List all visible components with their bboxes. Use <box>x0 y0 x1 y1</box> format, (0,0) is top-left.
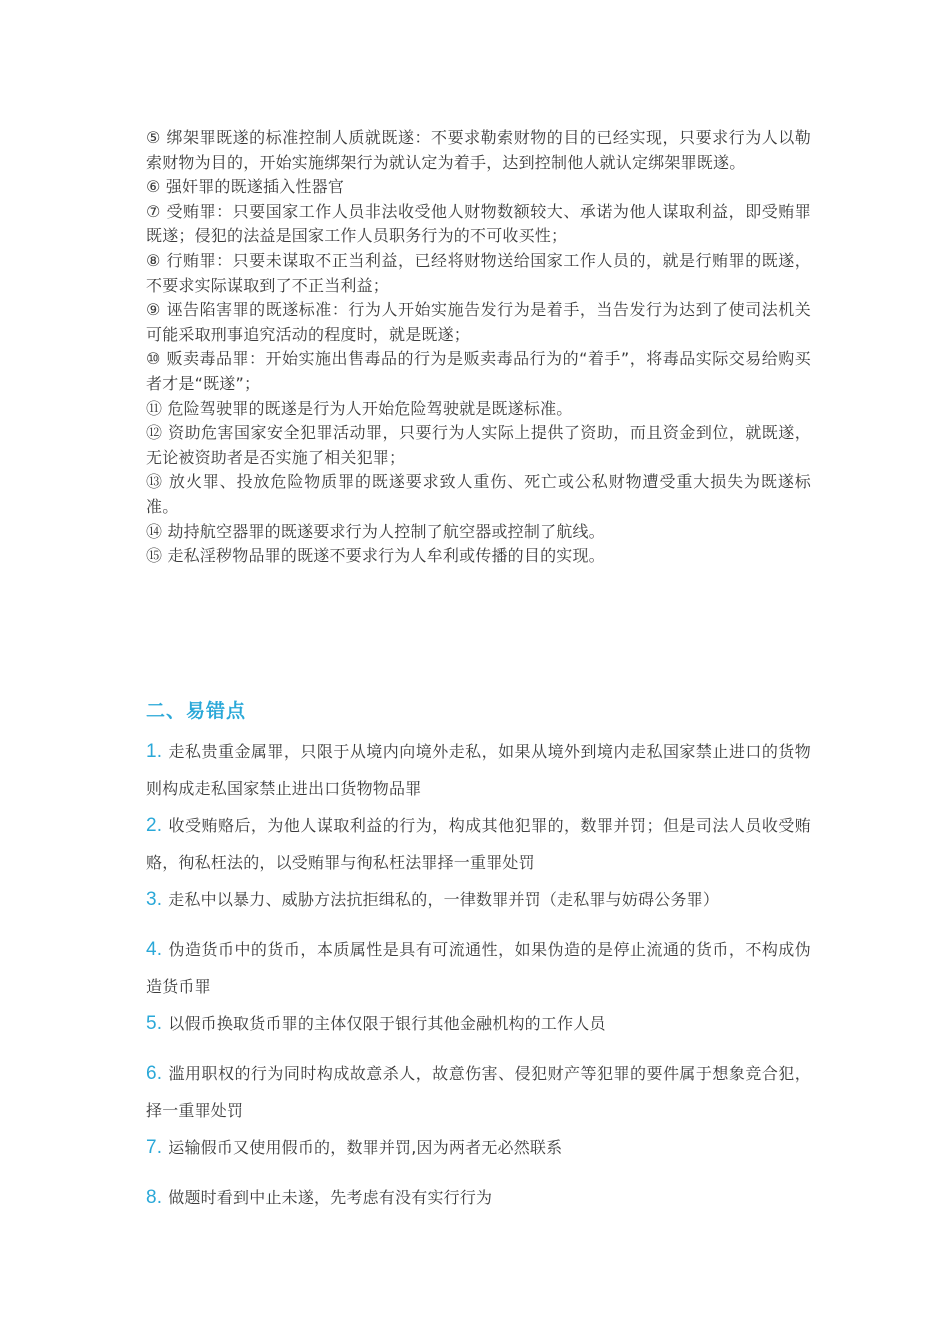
list-item <box>146 1055 811 1129</box>
criteria-item-9: ⑨ 诬告陷害罪的既遂标准：行为人开始实施告发行为是着手，当告发行为达到了使司法机关可能采取刑事追究活动的程度时，就是既遂； <box>146 300 811 344</box>
criteria-item-12: ⑫ 资助危害国家安全犯罪活动罪，只要行为人实际上提供了资助，而且资金到位，就既遂，无论被资助者是否实施了相关犯罪； <box>146 423 811 467</box>
item-text: 做题时看到中止未遂，先考虑有没有实行行为 <box>168 1188 493 1207</box>
list-item <box>146 1129 811 1166</box>
list-item <box>146 931 811 1005</box>
section-title: 二、易错点 <box>146 700 247 722</box>
criteria-list <box>146 126 811 569</box>
item-text: 伪造货币中的货币，本质属性是具有可流通性，如果伪造的是停止流通的货币，不构成伪造货币罪 <box>146 940 811 996</box>
item-text: 走私贵重金属罪，只限于从境内向境外走私，如果从境外到境内走私国家禁止进口的货物则构成走私国家禁止进出口货物物品罪 <box>146 742 811 798</box>
item-number: 5. <box>146 1013 163 1034</box>
item-number: 8. <box>146 1187 163 1208</box>
criteria-item-7: ⑦ 受贿罪：只要国家工作人员非法收受他人财物数额较大、承诺为他人谋取利益，即受贿罪既遂；侵犯的法益是国家工作人员职务行为的不可收买性； <box>146 201 811 246</box>
item-text: 走私中以暴力、威胁方法抗拒缉私的，一律数罪并罚（走私罪与妨碍公务罪） <box>168 890 720 909</box>
error-points-list <box>146 733 811 1216</box>
item-text: 收受贿赂后，为他人谋取利益的行为，构成其他犯罪的，数罪并罚；但是司法人员收受贿赂，徇私枉法的，以受贿罪与徇私枉法罪择一重罪处罚 <box>146 816 811 872</box>
list-item <box>146 1005 811 1042</box>
item-number: 6. <box>146 1063 163 1084</box>
item-number: 3. <box>146 889 163 910</box>
criteria-item-15: ⑮ 走私淫秽物品罪的既遂不要求行为人牟利或传播的目的实现。 <box>146 546 605 566</box>
item-number: 2. <box>146 815 163 836</box>
item-number: 4. <box>146 939 163 960</box>
criteria-item-10: ⑩ 贩卖毒品罪：开始实施出售毒品的行为是贩卖毒品行为的“着手”，将毒品实际交易给购买者才是“既遂”； <box>146 349 811 393</box>
list-item <box>146 807 811 881</box>
list-item <box>146 881 811 918</box>
criteria-item-13: ⑬ 放火罪、投放危险物质罪的既遂要求致人重伤、死亡或公私财物遭受重大损失为既遂标准。 <box>146 472 811 516</box>
list-item <box>146 733 811 807</box>
item-text: 以假币换取货币罪的主体仅限于银行其他金融机构的工作人员 <box>168 1014 606 1033</box>
item-number: 1. <box>146 741 163 762</box>
criteria-item-14: ⑭ 劫持航空器罪的既遂要求行为人控制了航空器或控制了航线。 <box>146 521 605 541</box>
list-item <box>146 1179 811 1216</box>
item-text: 滥用职权的行为同时构成故意杀人，故意伤害、侵犯财产等犯罪的要件属于想象竞合犯，择一重罪处罚 <box>146 1064 811 1120</box>
criteria-item-5: ⑤ 绑架罪既遂的标准控制人质就既遂：不要求勒索财物的目的已经实现，只要求行为人以勒索财物为目的，开始实施绑架行为就认定为着手，达到控制他人就认定绑架罪既遂。 <box>146 128 811 172</box>
criteria-item-11: ⑪ 危险驾驶罪的既遂是行为人开始危险驾驶就是既遂标准。 <box>146 398 573 418</box>
item-text: 运输假币又使用假币的，数罪并罚,因为两者无必然联系 <box>168 1138 563 1157</box>
item-number: 7. <box>146 1137 163 1158</box>
criteria-item-8: ⑧ 行贿罪：只要未谋取不正当利益，已经将财物送给国家工作人员的，就是行贿罪的既遂，不要求实际谋取到了不正当利益； <box>146 250 811 295</box>
criteria-item-6: ⑥ 强奸罪的既遂插入性器官 <box>146 177 345 197</box>
